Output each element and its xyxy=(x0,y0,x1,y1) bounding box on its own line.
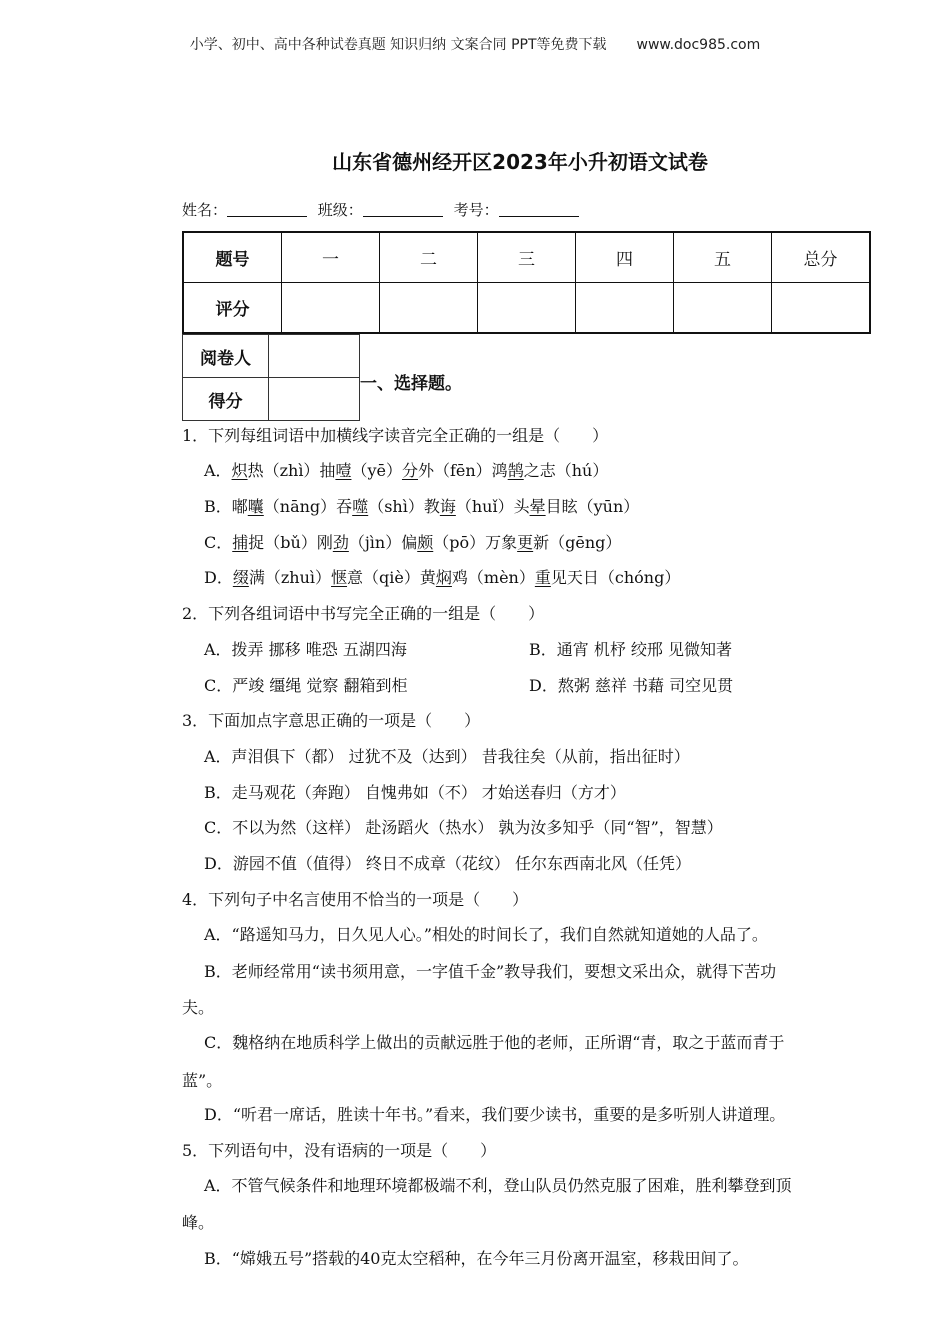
score-cell[interactable] xyxy=(674,283,772,334)
q5-option-b: B．“嫦娥五号”搭载的40克太空稻种，在今年三月份离开温室，移栽田间了。 xyxy=(204,1249,749,1268)
q3-option-c: C．不以为然（这样） 赴汤蹈火（热水） 孰为汝多知乎（同“智”，智慧） xyxy=(204,818,723,837)
exam-no-blank[interactable] xyxy=(499,202,579,217)
question-3-stem: 3．下面加点字意思正确的一项是（ ） xyxy=(182,711,481,730)
score-cell[interactable] xyxy=(478,283,576,334)
q3-option-b: B．走马观花（奔跑） 自愧弗如（不） 才始送春归（方才） xyxy=(204,783,626,802)
q4-option-b-cont: 夫。 xyxy=(182,998,215,1017)
reviewer-cell[interactable] xyxy=(269,335,360,378)
q2-option-c: C．严竣 缰绳 觉察 翻箱到柜 xyxy=(204,676,408,695)
q3-option-a: A．声泪俱下（都） 过犹不及（达到） 昔我往矣（从前，指出征时） xyxy=(204,747,690,766)
section-heading: 一、选择题。 xyxy=(360,374,462,394)
page-title: 山东省德州经开区2023年小升初语文试卷 xyxy=(332,150,708,174)
q2-option-a: A．拨弄 挪移 唯恐 五湖四海 xyxy=(204,640,407,659)
score-cell[interactable] xyxy=(282,283,380,334)
q3-option-d: D．游园不值（值得） 终日不成章（花纹） 任尔东西南北风（任凭） xyxy=(204,854,692,873)
score-cell[interactable] xyxy=(772,283,871,334)
q4-option-a: A．“路遥知马力，日久见人心。”相处的时间长了，我们自然就知道她的人品了。 xyxy=(204,925,768,944)
score-cell[interactable] xyxy=(380,283,478,334)
name-label: 姓名： xyxy=(182,201,228,219)
reviewer-label: 阅卷人 xyxy=(183,335,269,378)
header-text: 小学、初中、高中各种试卷真题 知识归纳 文案合同 PPT等免费下载 xyxy=(189,37,607,53)
score-header-cell: 三 xyxy=(478,232,576,283)
question-4-stem: 4．下列句子中名言使用不恰当的一项是（ ） xyxy=(182,890,529,909)
student-info xyxy=(182,199,585,220)
name-blank[interactable] xyxy=(227,202,307,217)
q1-option-b: B．嘟囔（nāng）吞噬（shì）教诲（huǐ）头晕目眩（yūn） xyxy=(204,497,640,516)
score-header-cell: 二 xyxy=(380,232,478,283)
q4-option-c: C．魏格纳在地质科学上做出的贡献远胜于他的老师，正所谓“青，取之于蓝而青于 xyxy=(204,1033,785,1052)
q2-option-b: B．通宵 机杼 绞邢 见微知著 xyxy=(529,640,733,659)
score-header-cell: 一 xyxy=(282,232,380,283)
page-header xyxy=(0,34,950,54)
score-header-cell: 总分 xyxy=(772,232,871,283)
q4-option-b: B．老师经常用“读书须用意，一字值千金”教导我们，要想文采出众，就得下苦功 xyxy=(204,962,777,981)
q1-option-a: A．炽热（zhì）抽噎（yē）分外（fēn）鸿鹄之志（hú） xyxy=(204,461,609,480)
score-cell[interactable] xyxy=(576,283,674,334)
score-header-row xyxy=(183,232,870,283)
score-table xyxy=(182,231,871,334)
q2-option-d: D．熬粥 慈祥 书藉 司空见贯 xyxy=(529,676,734,695)
q1-option-c: C．捕捉（bǔ）刚劲（jìn）偏颇（pō）万象更新（gēng） xyxy=(204,533,622,552)
header-url[interactable]: www.doc985.com xyxy=(636,37,761,53)
q1-option-d: D．缀满（zhuì）惬意（qiè）黄焖鸡（mèn）重见天日（chóng） xyxy=(204,568,681,587)
q4-option-d: D．“听君一席话，胜读十年书。”看来，我们要少读书，重要的是多听别人讲道理。 xyxy=(204,1105,786,1124)
exam-no-label: 考号： xyxy=(453,201,499,219)
q4-option-c-cont: 蓝”。 xyxy=(182,1071,223,1090)
score-row-label: 评分 xyxy=(183,283,282,334)
class-blank[interactable] xyxy=(363,202,443,217)
score-header-cell: 五 xyxy=(674,232,772,283)
score-header-cell: 四 xyxy=(576,232,674,283)
question-1-stem: 1．下列每组词语中加横线字读音完全正确的一组是（ ） xyxy=(182,426,609,445)
score-value-row xyxy=(183,283,870,334)
question-5-stem: 5．下列语句中，没有语病的一项是（ ） xyxy=(182,1141,497,1160)
grader-score-label: 得分 xyxy=(183,378,269,421)
q5-option-a-cont: 峰。 xyxy=(182,1213,215,1232)
class-label: 班级： xyxy=(317,201,363,219)
grader-score-cell[interactable] xyxy=(269,378,360,421)
grader-table xyxy=(182,334,360,421)
score-header-cell: 题号 xyxy=(183,232,282,283)
q5-option-a: A．不管气候条件和地理环境都极端不利，登山队员仍然克服了困难，胜利攀登到顶 xyxy=(204,1176,792,1195)
question-2-stem: 2．下列各组词语中书写完全正确的一组是（ ） xyxy=(182,604,545,623)
